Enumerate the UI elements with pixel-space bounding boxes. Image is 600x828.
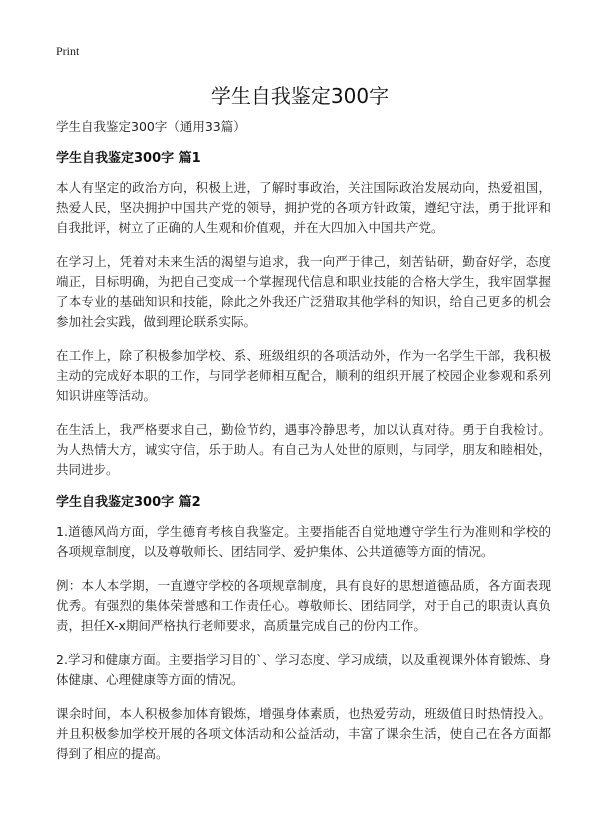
- document-body: [56, 118, 551, 778]
- paragraph: 本人有坚定的政治方向，积极上进，了解时事政治，关注国际政治发展动向，热爱祖国，热爱人民，坚决拥护中国共产党的领导，拥护党的各项方针政策，遵纪守法，勇于批评和自我批评，树立了正确的人生观和价值观，并在大四加入中国共产党。: [56, 180, 551, 235]
- section-heading-1: 学生自我鉴定300字 篇1: [56, 151, 201, 166]
- paragraph: 在生活上，我严格要求自己，勤俭节约，遇事冷静思考，加以认真对待。勇于自我检讨。为人热情大方，诚实守信，乐于助人。有自己为人处世的原则，与同学，朋友和睦相处，共同进步。: [56, 422, 551, 477]
- paragraph: 在工作上，除了积极参加学校、系、班级组织的各项活动外，作为一名学生干部，我积极主动的完成好本职的工作，与同学老师相互配合，顺利的组织开展了校园企业参观和系列知识讲座等活动。: [56, 348, 551, 403]
- page-title: 学生自我鉴定300字: [210, 84, 390, 108]
- paragraph: 在学习上，凭着对未来生活的渴望与追求，我一向严于律己，刻苦钻研，勤奋好学，态度端正，目标明确，为把自己变成一个掌握现代信息和职业技能的合格大学生，我牢固掌握了本专业的基础知识和技能，除此之外我还广泛猎取其他学科的知识，给自己更多的机会参加社会实践，做到理论联系实际。: [56, 254, 551, 329]
- paragraph: 1.道德风尚方面，学生德育考核自我鉴定。主要指能否自觉地遵守学生行为准则和学校的各项规章制度，以及尊敬师长、团结同学、爱护集体、公共道德等方面的情况。: [56, 524, 551, 559]
- paragraph: 例：本人本学期，一直遵守学校的各项规章制度，具有良好的思想道德品质，各方面表现优秀。有强烈的集体荣誉感和工作责任心。尊敬师长、团结同学，对于自己的职责认真负责，担任X-x期间严格执行老师要求，高质量完成自己的份内工作。: [56, 578, 551, 633]
- paragraph: 2.学习和健康方面。主要指学习目的`、学习态度、学习成绩，以及重视课外体育锻炼、身体健康、心理健康等方面的情况。: [56, 652, 551, 687]
- document-subtitle: 学生自我鉴定300字（通用33篇）: [56, 119, 246, 134]
- section-heading-2: 学生自我鉴定300字 篇2: [56, 495, 201, 510]
- print-link[interactable]: Print: [56, 44, 80, 58]
- paragraph: 课余时间，本人积极参加体育锻炼，增强身体素质，也热爱劳动，班级值日时热情投入。并且积极参加学校开展的各项文体活动和公益活动，丰富了课余生活，使自己在各方面都得到了相应的提高。: [56, 706, 551, 761]
